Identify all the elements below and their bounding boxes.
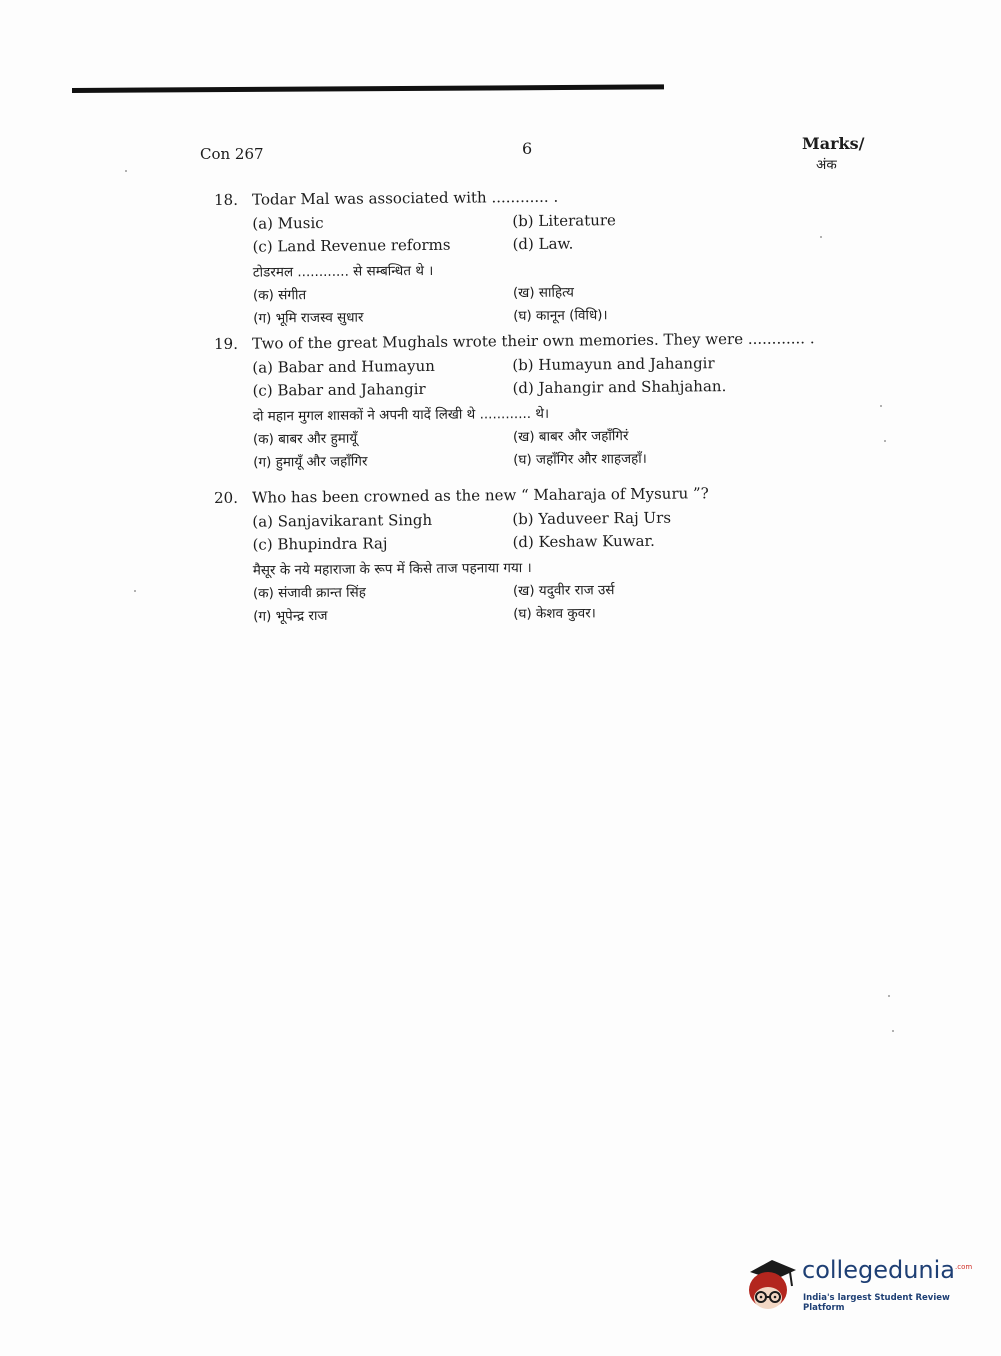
marks-label-hindi: अंक <box>816 157 837 173</box>
question-text: Two of the great Mughals wrote their own memories. They were ............ . <box>251 329 815 353</box>
option-c: (c) Babar and Jahangir <box>252 379 426 400</box>
question-number: 19. <box>214 334 239 353</box>
option-ga: (ग) हुमायूँ और जहाँगिर <box>253 453 368 471</box>
collegedunia-logo <box>742 1250 972 1316</box>
question-text-hindi: टोडरमल ............ से सम्बन्धित थे । <box>252 262 434 281</box>
top-rule <box>72 84 664 93</box>
question-number: 20. <box>214 488 239 507</box>
page-number: 6 <box>522 139 533 158</box>
scan-speck <box>820 236 822 238</box>
option-gha: (घ) कानून (विधि)। <box>513 307 608 325</box>
option-b: (b) Literature <box>512 211 616 231</box>
option-c: (c) Bhupindra Raj <box>252 534 388 554</box>
option-ka: (क) संगीत <box>252 287 307 304</box>
option-kha: (ख) यदुवीर राज उर्स <box>512 582 615 600</box>
option-kha: (ख) साहित्य <box>512 284 574 302</box>
option-c: (c) Land Revenue reforms <box>252 235 451 256</box>
option-b: (b) Humayun and Jahangir <box>512 354 715 375</box>
scan-speck <box>134 590 136 592</box>
question-text: Todar Mal was associated with ............ . <box>251 187 559 209</box>
brand-suffix: .com <box>955 1263 973 1271</box>
marks-label: Marks/ <box>802 134 865 153</box>
option-gha: (घ) जहाँगिर और शाहजहाँ। <box>513 450 647 469</box>
option-gha: (घ) केशव कुवर। <box>513 605 596 623</box>
option-d: (d) Keshaw Kuwar. <box>512 531 655 552</box>
scan-speck <box>125 170 127 172</box>
question-text-hindi: दो महान मुगल शासकों ने अपनी यादें लिखी थे ............ थे। <box>252 405 550 425</box>
option-a: (a) Music <box>252 213 324 233</box>
option-ka: (क) संजावी क्रान्त सिंह <box>252 584 367 602</box>
question-text: Who has been crowned as the new “ Maharaja of Mysuru ”? <box>251 484 709 507</box>
option-b: (b) Yaduveer Raj Urs <box>512 508 672 529</box>
brand-name: collegedunia <box>802 1256 956 1284</box>
option-a: (a) Sanjavikarant Singh <box>252 510 433 531</box>
option-kha: (ख) बाबर और जहाँगिरं <box>512 428 629 446</box>
option-ga: (ग) भूपेन्द्र राज <box>253 607 328 625</box>
question-19 <box>214 329 815 476</box>
question-18 <box>214 185 815 332</box>
option-a: (a) Babar and Humayun <box>252 356 435 377</box>
paper-code: Con 267 <box>200 145 264 163</box>
mascot-icon <box>742 1250 800 1316</box>
brand-tagline: India's largest Student Review Platform <box>803 1293 950 1313</box>
question-20 <box>214 483 815 630</box>
option-d: (d) Jahangir and Shahjahan. <box>512 377 727 398</box>
scan-speck <box>880 405 882 407</box>
option-ka: (क) बाबर और हुमायूँ <box>252 430 358 448</box>
question-number: 18. <box>214 190 239 209</box>
scan-speck <box>888 995 890 997</box>
question-text-hindi: मैसूर के नये महाराजा के रूप में किसे ताज पहनाया गया । <box>252 559 532 579</box>
option-d: (d) Law. <box>512 234 574 254</box>
scan-speck <box>892 1030 894 1032</box>
scan-speck <box>884 440 886 442</box>
option-ga: (ग) भूमि राजस्व सुधार <box>253 309 364 327</box>
